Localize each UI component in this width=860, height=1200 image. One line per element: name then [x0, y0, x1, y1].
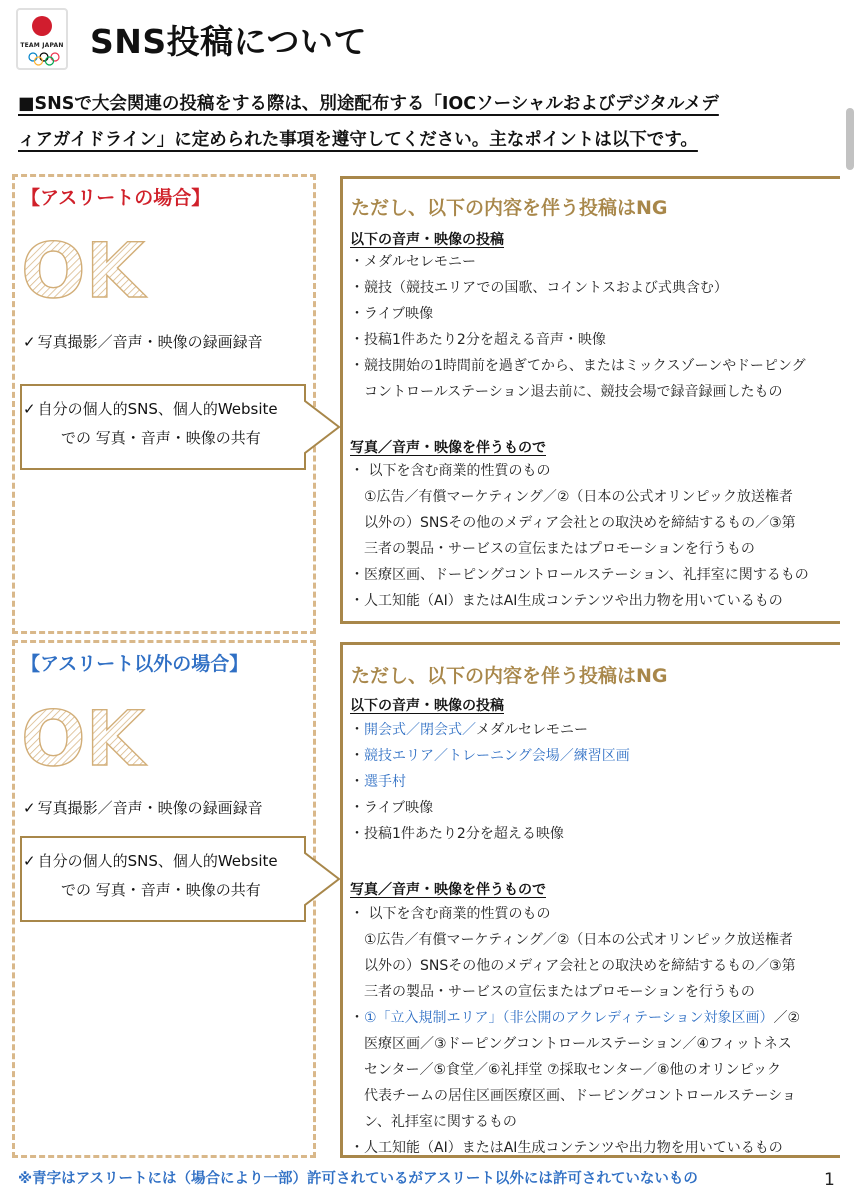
list-item: 医療区画／③ドーピングコントロールステーション／④フィットネス [350, 1036, 792, 1052]
ok-text: OK [21, 699, 145, 771]
page-title: SNS投稿について [90, 22, 367, 61]
intro-line-2: ィアガイドライン」に定められた事項を遵守してください。主なポイントは以下です。 [18, 130, 698, 150]
checkmark-icon: ✓ [23, 799, 36, 817]
athlete-ng-title: ただし、以下の内容を伴う投稿はNG [351, 197, 668, 219]
athlete-ng-panel [340, 176, 840, 624]
list-item: ・開会式／閉会式／メダルセレモニー [350, 722, 588, 738]
checkmark-icon: ✓ [23, 852, 36, 870]
list-item: ・①「立入規制エリア」（非公開のアクレディテーション対象区画）／② [350, 1010, 801, 1026]
athlete-share-text: ✓ 自分の個人的SNS、個人的Website での 写真・音声・映像の共有 [23, 400, 278, 447]
athlete-ng-sub2: 写真／音声・映像を伴うもので [350, 440, 546, 456]
list-item: 以外の）SNSその他のメディア会社との取決めを締結するもの／③第 [350, 515, 796, 531]
checkmark-icon: ✓ [23, 333, 36, 351]
athlete-ng-list2 [350, 458, 845, 614]
list-item: ・投稿1件あたり2分を超える音声・映像 [350, 332, 606, 348]
athlete-check-recording: ✓ 写真撮影／音声・映像の録画録音 [23, 333, 263, 351]
non-athlete-ng-sub1: 以下の音声・映像の投稿 [350, 698, 504, 714]
list-item: ・ライブ映像 [350, 306, 434, 322]
team-japan-logo [16, 8, 68, 70]
athlete-ng-list1 [350, 249, 845, 405]
list-item: ・医療区画、ドーピングコントロールステーション、礼拝室に関するもの [350, 567, 809, 583]
list-item: センター／⑤食堂／⑥礼拝堂 ⑦採取センター／⑧他のオリンピック [350, 1062, 781, 1078]
list-item: コントロールステーション退去前に、競技会場で録音録画したもの [350, 384, 783, 400]
list-item: ①広告／有償マーケティング／②（日本の公式オリンピック放送権者 [350, 932, 793, 948]
logo-text: TEAM JAPAN [20, 42, 64, 49]
intro-text [18, 86, 838, 158]
list-item: ン、礼拝室に関するもの [350, 1114, 517, 1130]
list-item: ・ 以下を含む商業的性質のもの [350, 906, 551, 922]
non-athlete-ng-title: ただし、以下の内容を伴う投稿はNG [351, 665, 668, 687]
checkmark-icon: ✓ [23, 400, 36, 418]
non-athlete-ng-list2 [350, 901, 845, 1161]
scrollbar-thumb[interactable] [846, 108, 854, 170]
ok-text: OK [21, 231, 145, 303]
list-item: ・競技エリア／トレーニング会場／練習区画 [350, 748, 630, 764]
non-athlete-share-arrow-box [19, 835, 359, 925]
list-item: ・競技（競技エリアでの国歌、コイントスおよび式典含む） [350, 280, 728, 296]
list-item: ・競技開始の1時間前を過ぎてから、またはミックスゾーンやドーピング [350, 358, 806, 374]
non-athlete-ok-panel [12, 640, 316, 1158]
list-item: 三者の製品・サービスの宣伝またはプロモーションを行うもの [350, 984, 755, 1000]
list-item: 三者の製品・サービスの宣伝またはプロモーションを行うもの [350, 541, 755, 557]
list-item: 以外の）SNSその他のメディア会社との取決めを締結するもの／③第 [350, 958, 796, 974]
athlete-ok-panel [12, 174, 316, 634]
non-athlete-heading: 【アスリート以外の場合】 [21, 653, 249, 675]
athlete-share-arrow-box [19, 383, 359, 473]
list-item: ・人工知能（AI）またはAI生成コンテンツや出力物を用いているもの [350, 1140, 783, 1156]
list-item: ・人工知能（AI）またはAI生成コンテンツや出力物を用いているもの [350, 593, 783, 609]
rising-sun-icon [32, 16, 52, 36]
non-athlete-check-recording: ✓ 写真撮影／音声・映像の録画録音 [23, 799, 263, 817]
non-athlete-ng-panel [340, 642, 840, 1158]
list-item: 代表チームの居住区画医療区画、ドーピングコントロールステーショ [350, 1088, 796, 1104]
athlete-heading: 【アスリートの場合】 [21, 187, 211, 209]
olympic-rings-icon [27, 52, 61, 66]
list-item: ・ 以下を含む商業的性質のもの [350, 463, 551, 479]
list-item: ①広告／有償マーケティング／②（日本の公式オリンピック放送権者 [350, 489, 793, 505]
page-number: 1 [824, 1170, 835, 1190]
non-athlete-ok-mark [21, 699, 221, 771]
non-athlete-ng-sub2: 写真／音声・映像を伴うもので [350, 882, 546, 898]
list-item: ・ライブ映像 [350, 800, 434, 816]
list-item: ・選手村 [350, 774, 406, 790]
list-item: ・投稿1件あたり2分を超える映像 [350, 826, 564, 842]
athlete-ng-sub1: 以下の音声・映像の投稿 [350, 232, 504, 248]
intro-line-1: ■SNSで大会関連の投稿をする際は、別途配布する「IOCソーシャルおよびデジタルメデ [18, 94, 719, 114]
non-athlete-ng-list1 [350, 717, 845, 847]
non-athlete-share-text: ✓ 自分の個人的SNS、個人的Website での 写真・音声・映像の共有 [23, 852, 278, 899]
athlete-ok-mark [21, 231, 221, 303]
list-item: ・メダルセレモニー [350, 254, 476, 270]
footnote: ※青字はアスリートには（場合により一部）許可されているがアスリート以外には許可されていないもの [18, 1171, 698, 1187]
